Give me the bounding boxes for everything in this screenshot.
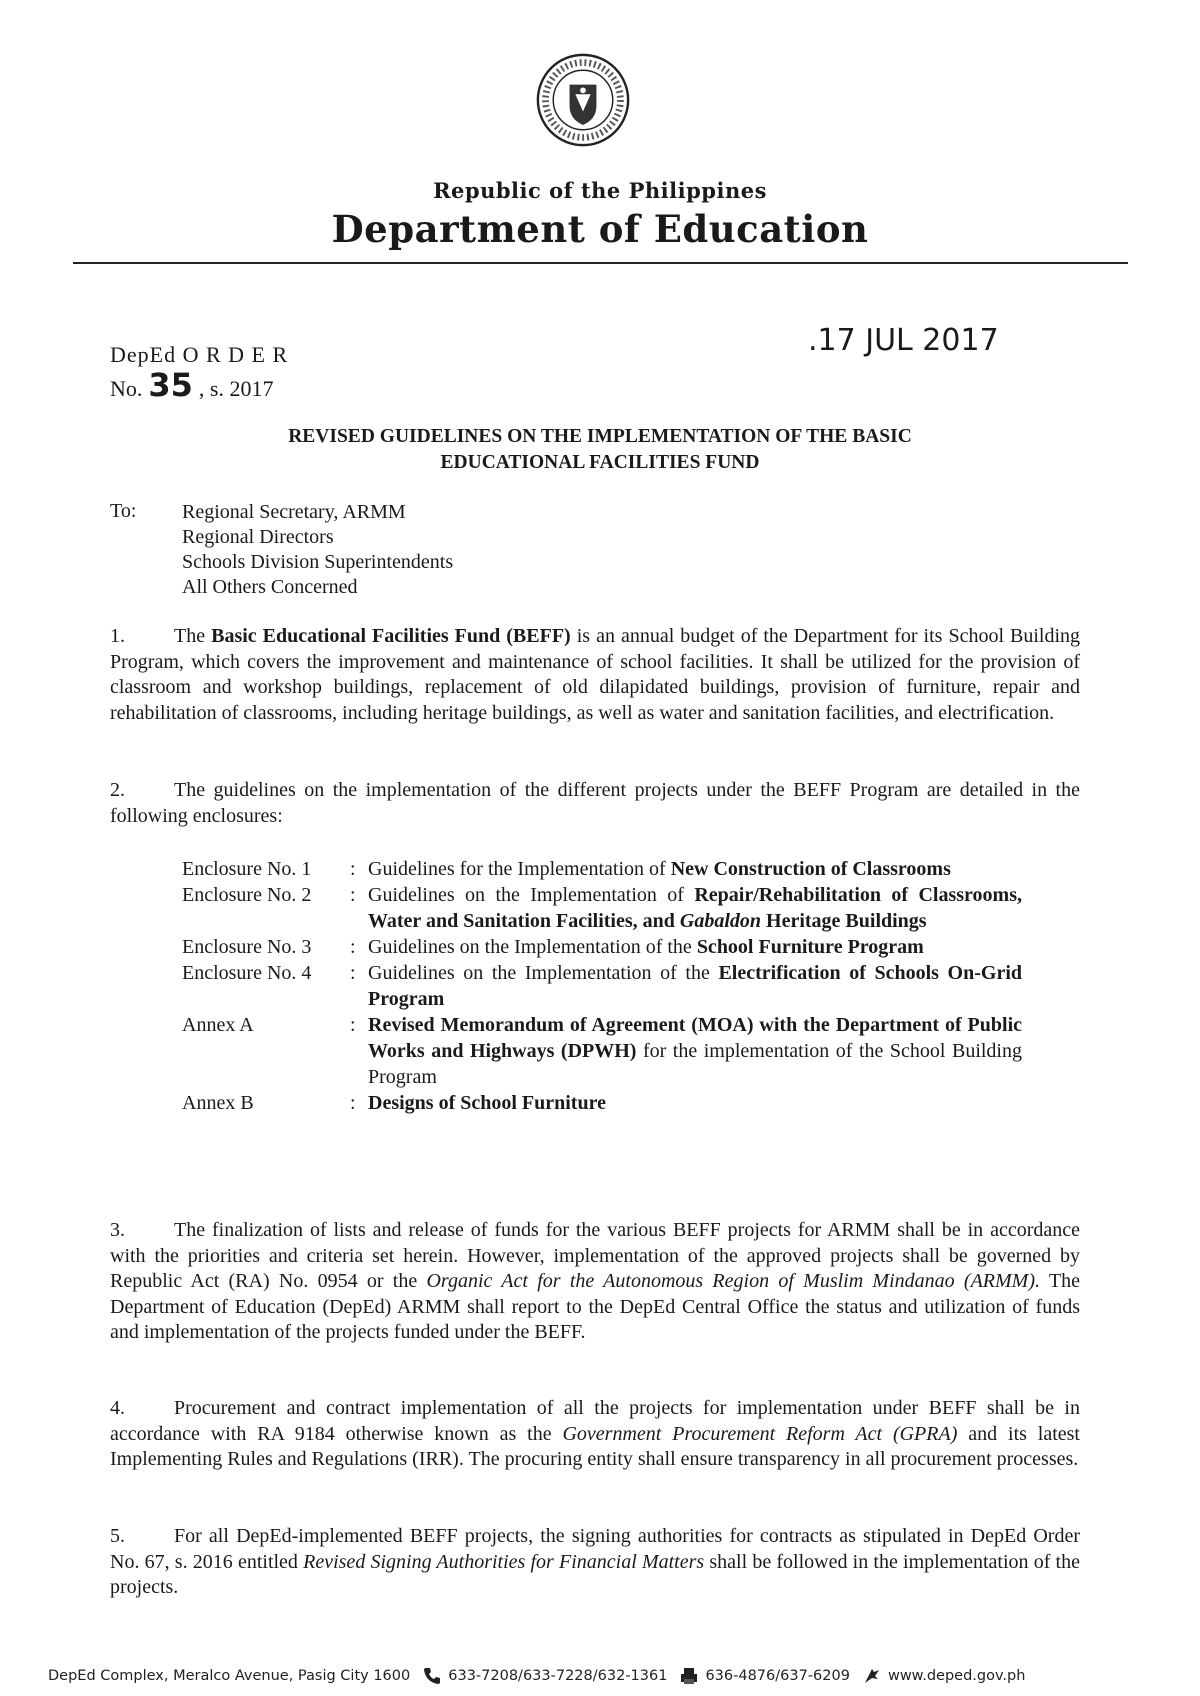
paragraph-4 [110, 1396, 1080, 1473]
enclosure-description [368, 1012, 1022, 1090]
enclosure-bold-text: Electrification of Schools On-Grid Program [368, 962, 1022, 1010]
recipients-list [182, 500, 453, 600]
order-series: , s. 2017 [198, 376, 274, 401]
paragraph-number: 3. [110, 1219, 125, 1241]
enclosure-description [368, 882, 1022, 934]
enclosure-label: Annex A [182, 1014, 254, 1036]
enclosure-row [182, 1090, 1022, 1116]
enclosure-bold-text: Repair/Rehabilitation of Classrooms, Water and Sanitation Facilities, and [368, 884, 1023, 932]
paragraph-italic-text: Revised Signing Authorities for Financial Matters [303, 1550, 705, 1573]
footer-phone: 633-7208/633-7228/632-1361 [448, 1668, 668, 1684]
enclosure-row [182, 934, 1022, 960]
enclosure-text: Guidelines on the Implementation of the [368, 962, 719, 984]
web-icon [862, 1666, 882, 1686]
enclosure-separator: : [350, 962, 356, 984]
order-date-stamp: .17 JUL 2017 [808, 323, 999, 358]
recipient-item: Schools Division Superintendents [182, 551, 454, 573]
paragraph-italic-text: Government Procurement Reform Act (GPRA) [562, 1422, 958, 1445]
enclosure-description [368, 934, 1022, 960]
deped-seal-logo [535, 52, 631, 148]
enclosure-bold-text: Designs of School Furniture [368, 1092, 606, 1114]
paragraph-number: 1. [110, 625, 125, 647]
title-line-2: EDUCATIONAL FACILITIES FUND [440, 452, 760, 473]
footer-address: DepEd Complex, Meralco Avenue, Pasig City 1600 [48, 1668, 411, 1684]
paragraph-text: The [174, 625, 212, 647]
paragraph-number: 4. [110, 1397, 125, 1419]
enclosure-bold-text: School Furniture Program [696, 936, 924, 958]
enclosure-description [368, 856, 1022, 882]
enclosure-text: Guidelines on the Implementation of the [368, 936, 697, 958]
paragraph-number: 5. [110, 1525, 125, 1547]
recipient-item: Regional Directors [182, 526, 334, 548]
department-heading: Department of Education [331, 207, 869, 251]
enclosure-separator: : [350, 884, 356, 906]
enclosure-bold-text: Revised Memorandum of Agreement (MOA) with the Department of Public Works and Highways (DPWH) [368, 1014, 1022, 1062]
paragraph-text: The Department of Education (DepEd) ARMM shall report to the DepEd Central Office the status and utilization of funds and implementation of the projects funded under the BEFF. [110, 1270, 1080, 1343]
enclosure-row [182, 856, 1022, 882]
enclosure-label: Enclosure No. 2 [182, 884, 312, 906]
order-number-line [110, 366, 273, 404]
paragraph-1 [110, 624, 1080, 726]
recipients-label: To: [110, 500, 137, 522]
enclosure-label: Annex B [182, 1092, 254, 1114]
enclosure-text: Guidelines on the Implementation of [368, 884, 695, 906]
paragraph-italic-text: Organic Act for the Autonomous Region of Muslim Mindanao (ARMM). [426, 1270, 1040, 1292]
paragraph-text: The finalization of lists and release of funds for the various BEFF projects for ARMM shall be in accordance with the priorities and criteria set herein. However, implementation of the approved projects shall be governed by Republic Act (RA) No. 0954 or the [110, 1219, 1080, 1292]
enclosure-bold-text: Heritage Buildings [761, 910, 927, 932]
header-divider [73, 262, 1128, 264]
order-number: 35 [148, 366, 193, 404]
republic-heading: Republic of the Philippines [433, 178, 767, 203]
paragraph-2 [110, 778, 1080, 829]
paragraph-3 [110, 1218, 1080, 1346]
title-line-1: REVISED GUIDELINES ON THE IMPLEMENTATION OF THE BASIC [288, 426, 912, 447]
enclosure-row [182, 1012, 1022, 1090]
recipient-item: Regional Secretary, ARMM [182, 501, 406, 523]
paragraph-bold-text: Basic Educational Facilities Fund (BEFF) [211, 625, 571, 647]
paragraph-text: is an annual budget of the Department for its School Building Program, which covers the improvement and maintenance of school facilities. It shall be utilized for the provision of classroom and workshop buildings, replacement of old dilapidated buildings, provision of furniture, repair and rehabilitation of classrooms, including heritage buildings, as well as water and sanitation facilities, and electrification. [110, 625, 1081, 724]
enclosures-table [182, 856, 1022, 1116]
enclosure-italic-text: Gabaldon [679, 910, 762, 932]
enclosure-bold-text: New Construction of Classrooms [670, 858, 951, 880]
enclosure-separator: : [350, 1014, 356, 1036]
enclosure-label: Enclosure No. 1 [182, 858, 312, 880]
paragraph-text: shall be followed in the implementation of the projects. [110, 1550, 1080, 1598]
enclosure-separator: : [350, 936, 356, 958]
order-label: DepEd O R D E R [110, 342, 289, 367]
paragraph-text: and its latest Implementing Rules and Regulations (IRR). The procuring entity shall ensure transparency in all procurement processes. [110, 1422, 1080, 1470]
enclosure-separator: : [350, 858, 356, 880]
enclosure-description [368, 1090, 1022, 1116]
enclosure-label: Enclosure No. 3 [182, 936, 312, 958]
paragraph-5 [110, 1524, 1080, 1601]
enclosure-text: Guidelines for the Implementation of [368, 858, 671, 880]
footer-fax: 636-4876/637-6209 [705, 1668, 850, 1684]
phone-icon [422, 1666, 442, 1686]
paragraph-text: Procurement and contract implementation of all the projects for implementation under BEFF shall be in accordance with RA 9184 otherwise known as the [110, 1397, 1080, 1445]
paragraph-text: The guidelines on the implementation of the different projects under the BEFF Program are detailed in the following enclosures: [110, 779, 1080, 827]
enclosure-separator: : [350, 1092, 356, 1114]
paragraph-number: 2. [110, 779, 125, 801]
enclosure-row [182, 960, 1022, 1012]
page-footer [48, 1666, 1158, 1686]
footer-web: www.deped.gov.ph [887, 1668, 1026, 1684]
enclosure-row [182, 882, 1022, 934]
fax-icon [679, 1666, 699, 1686]
document-title [150, 424, 1050, 476]
enclosure-description [368, 960, 1022, 1012]
paragraph-text: For all DepEd-implemented BEFF projects, the signing authorities for contracts as stipulated in DepEd Order No. 67, s. 2016 entitled [110, 1525, 1080, 1573]
order-no-prefix: No. [110, 376, 143, 401]
recipient-item: All Others Concerned [182, 576, 358, 598]
enclosure-label: Enclosure No. 4 [182, 962, 312, 984]
enclosure-text: for the implementation of the School Building Program [368, 1040, 1022, 1088]
